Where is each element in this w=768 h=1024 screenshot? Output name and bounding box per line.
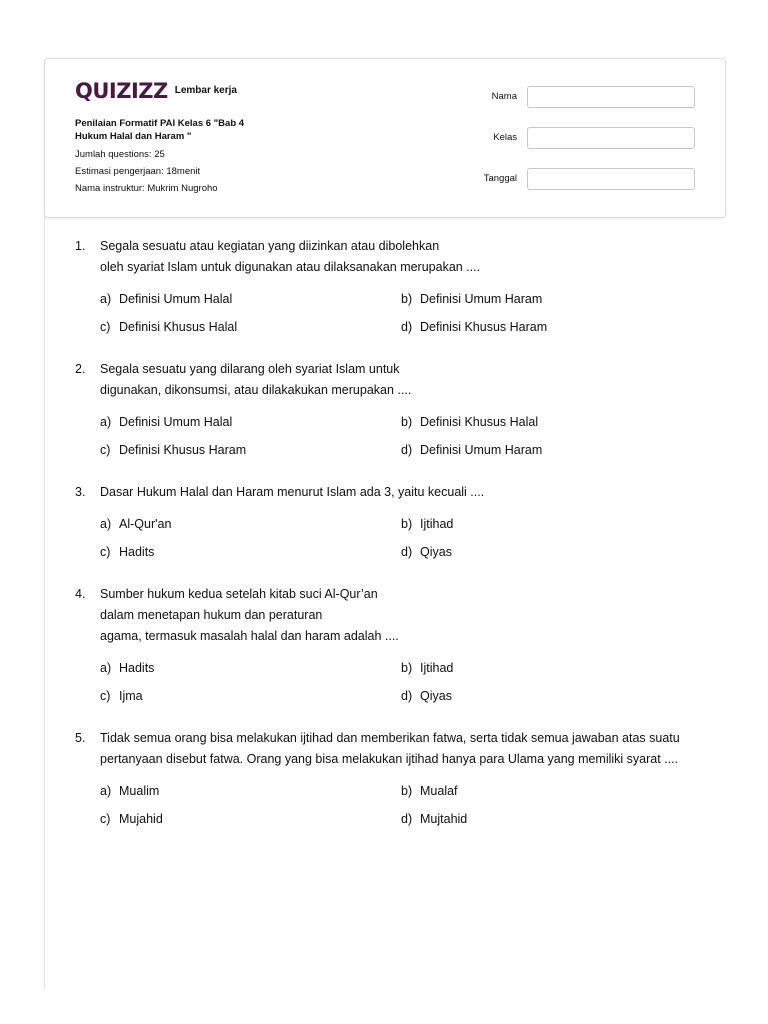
answer-option[interactable]: [401, 317, 701, 337]
option-letter: a): [100, 517, 112, 531]
answer-options: [100, 289, 715, 337]
question-text-line: Tidak semua orang bisa melakukan ijtihad dan memberikan fatwa, serta tidak semua jawaban atas suatu: [100, 731, 680, 745]
worksheet-title: [75, 117, 285, 143]
answer-options: [100, 658, 715, 706]
answer-option[interactable]: [100, 781, 401, 801]
answer-option[interactable]: [100, 658, 401, 678]
date-input[interactable]: [527, 168, 695, 190]
answer-option[interactable]: [100, 542, 401, 562]
option-text: Ijtihad: [420, 517, 454, 531]
option-letter: d): [401, 320, 413, 334]
question-text-line: Segala sesuatu atau kegiatan yang diizinkan atau dibolehkan: [100, 239, 440, 253]
question-text-line: Segala sesuatu yang dilarang oleh syariat Islam untuk: [100, 362, 400, 376]
question-text-line: pertanyaan disebut fatwa. Orang yang bisa melakukan ijtihad hanya para Ulama yang memiliki syarat ....: [100, 752, 679, 766]
option-text: Definisi Umum Haram: [420, 292, 543, 306]
answer-option[interactable]: [401, 289, 701, 309]
option-letter: d): [401, 812, 413, 826]
question-text-line: dalam menetapan hukum dan peraturan: [100, 608, 323, 622]
option-text: Qiyas: [420, 545, 452, 559]
answer-option[interactable]: [100, 809, 401, 829]
answer-option[interactable]: [401, 809, 701, 829]
answer-option[interactable]: [401, 686, 701, 706]
answer-option[interactable]: [100, 412, 401, 432]
question-item: [75, 236, 715, 337]
question-text-line: Dasar Hukum Halal dan Haram menurut Islam ada 3, yaitu kecuali ....: [100, 485, 485, 499]
option-letter: c): [100, 545, 111, 559]
question-stem: [75, 359, 715, 401]
answer-option[interactable]: [401, 440, 701, 460]
option-text: Definisi Khusus Halal: [420, 415, 539, 429]
answer-option[interactable]: [401, 658, 701, 678]
answer-option[interactable]: [401, 542, 701, 562]
option-letter: b): [401, 661, 413, 675]
option-letter: d): [401, 443, 413, 457]
option-text: Definisi Umum Halal: [119, 415, 233, 429]
question-stem: [75, 482, 715, 503]
question-text: [100, 236, 715, 278]
answer-option[interactable]: [100, 440, 401, 460]
option-text: Ijma: [119, 689, 143, 703]
option-text: Definisi Khusus Haram: [119, 443, 247, 457]
question-item: [75, 584, 715, 706]
option-text: Definisi Umum Haram: [420, 443, 543, 457]
option-text: Mualaf: [420, 784, 458, 798]
name-field: [445, 86, 695, 108]
question-stem: [75, 584, 715, 647]
question-stem: [75, 236, 715, 278]
answer-option[interactable]: [401, 412, 701, 432]
worksheet-header: [44, 58, 726, 218]
option-letter: a): [100, 784, 112, 798]
option-letter: a): [100, 292, 112, 306]
answer-options: [100, 514, 715, 562]
question-item: [75, 482, 715, 562]
question-number: 5.: [75, 731, 86, 745]
question-item: [75, 359, 715, 460]
option-letter: c): [100, 689, 111, 703]
question-number: 1.: [75, 239, 86, 253]
question-count: Jumlah questions: 25: [75, 149, 165, 160]
estimated-duration: Estimasi pengerjaan: 18menit: [75, 166, 201, 177]
date-label: Tanggal: [483, 173, 517, 184]
question-text: [100, 728, 715, 770]
question-number: 2.: [75, 362, 86, 376]
option-letter: c): [100, 812, 111, 826]
answer-option[interactable]: [100, 686, 401, 706]
answer-option[interactable]: [401, 514, 701, 534]
answer-options: [100, 412, 715, 460]
option-text: Hadits: [119, 661, 155, 675]
option-letter: a): [100, 415, 112, 429]
answer-options: [100, 781, 715, 829]
question-text: [100, 359, 715, 401]
class-input[interactable]: [527, 127, 695, 149]
option-text: Al-Qur'an: [119, 517, 172, 531]
question-item: [75, 728, 715, 829]
answer-option[interactable]: [100, 317, 401, 337]
option-letter: b): [401, 517, 413, 531]
date-field: [445, 168, 695, 190]
option-letter: c): [100, 443, 111, 457]
option-text: Definisi Umum Halal: [119, 292, 233, 306]
doc-type-label: Lembar kerja: [174, 84, 237, 96]
option-letter: a): [100, 661, 112, 675]
option-text: Definisi Khusus Halal: [119, 320, 238, 334]
worksheet-info: [75, 117, 285, 199]
brand-row: [75, 79, 237, 103]
title-line: Hukum Halal dan Haram ": [75, 131, 192, 142]
answer-option[interactable]: [401, 781, 701, 801]
class-field: [445, 127, 695, 149]
question-text-line: agama, termasuk masalah halal dan haram adalah ....: [100, 629, 399, 643]
question-number: 3.: [75, 485, 86, 499]
option-text: Mujahid: [119, 812, 163, 826]
option-letter: b): [401, 415, 413, 429]
title-line: Penilaian Formatif PAI Kelas 6 "Bab 4: [75, 118, 245, 129]
option-letter: b): [401, 292, 413, 306]
name-input[interactable]: [527, 86, 695, 108]
question-number: 4.: [75, 587, 86, 601]
option-text: Mualim: [119, 784, 160, 798]
question-text-line: digunakan, dikonsumsi, atau dilakakukan merupakan ....: [100, 383, 412, 397]
option-letter: d): [401, 689, 413, 703]
answer-option[interactable]: [100, 289, 401, 309]
instructor-name: Nama instruktur: Mukrim Nugroho: [75, 183, 218, 194]
option-text: Mujtahid: [420, 812, 468, 826]
question-stem: [75, 728, 715, 770]
option-text: Hadits: [119, 545, 155, 559]
answer-option[interactable]: [100, 514, 401, 534]
question-text-line: oleh syariat Islam untuk digunakan atau dilaksanakan merupakan ....: [100, 260, 481, 274]
option-letter: c): [100, 320, 111, 334]
name-label: Nama: [491, 91, 517, 102]
option-text: Definisi Khusus Haram: [420, 320, 548, 334]
question-list: [75, 236, 715, 851]
quizizz-logo: QUIZIZZ: [75, 79, 168, 103]
option-letter: b): [401, 784, 413, 798]
option-text: Qiyas: [420, 689, 452, 703]
question-text: [100, 584, 715, 647]
option-letter: d): [401, 545, 413, 559]
option-text: Ijtihad: [420, 661, 454, 675]
question-text-line: Sumber hukum kedua setelah kitab suci Al-Qur’an: [100, 587, 378, 601]
question-text: [100, 482, 715, 503]
class-label: Kelas: [493, 132, 517, 143]
